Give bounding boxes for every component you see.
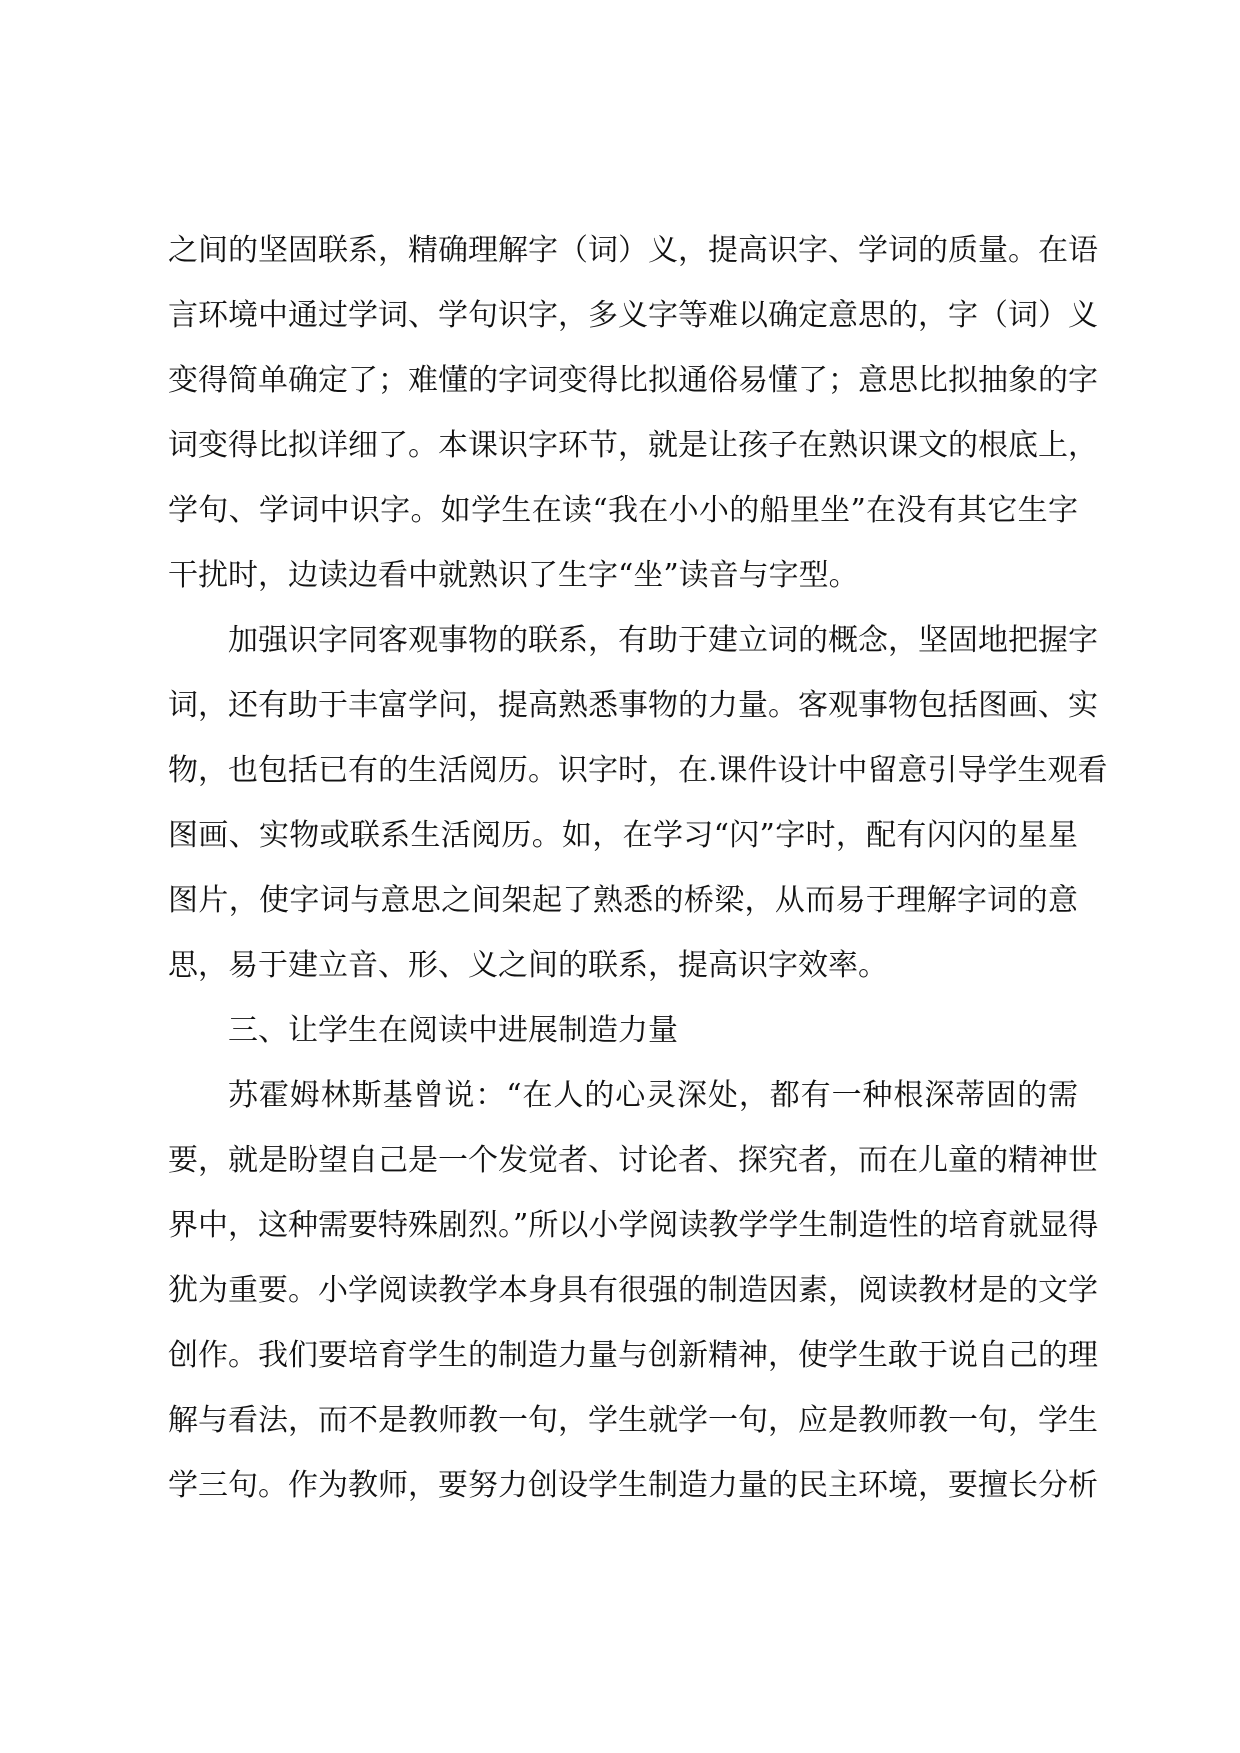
text-line: 加强识字同客观事物的联系，有助于建立词的概念，坚固地把握字: [228, 623, 1098, 658]
text-line: 犹为重要。小学阅读教学本身具有很强的制造因素，阅读教材是的文学: [168, 1273, 1098, 1308]
section-heading-text: 三、让学生在阅读中进展制造力量: [228, 1013, 678, 1048]
text-line: 学三句。作为教师，要努力创设学生制造力量的民主环境，要擅长分析: [168, 1468, 1098, 1503]
paragraph-objective-things: [168, 608, 1108, 998]
text-line: 词变得比拟详细了。本课识字环节，就是让孩子在熟识课文的根底上，: [168, 428, 1098, 463]
text-line: 创作。我们要培育学生的制造力量与创新精神，使学生敢于说自己的理: [168, 1338, 1098, 1373]
paragraph-literacy-context: [168, 218, 1098, 608]
text-line: 图画、实物或联系生活阅历。如，在学习“闪”字时，配有闪闪的星星: [168, 818, 1078, 853]
text-line: 要，就是盼望自己是一个发觉者、讨论者、探究者，而在儿童的精神世: [168, 1143, 1098, 1178]
text-line: 界中，这种需要特殊剧烈。”所以小学阅读教学学生制造性的培育就显得: [168, 1208, 1099, 1243]
text-line: 物，也包括已有的生活阅历。识字时，在.课件设计中留意引导学生观看: [168, 753, 1108, 788]
paragraph-sukhomlinsky-quote: [168, 1063, 1099, 1518]
text-line: 词，还有助于丰富学问，提高熟悉事物的力量。客观事物包括图画、实: [168, 688, 1098, 723]
text-line: 图片，使字词与意思之间架起了熟悉的桥梁，从而易于理解字词的意: [168, 883, 1078, 918]
document-page: [168, 218, 1108, 1518]
text-line: 干扰时，边读边看中就熟识了生字“坐”读音与字型。: [168, 558, 859, 593]
text-line: 言环境中通过学词、学句识字，多义字等难以确定意思的，字（词）义: [168, 298, 1098, 333]
text-line: 学句、学词中识字。如学生在读“我在小小的船里坐”在没有其它生字: [168, 493, 1078, 528]
text-line: 苏霍姆林斯基曾说：“在人的心灵深处，都有一种根深蒂固的需: [228, 1078, 1078, 1113]
text-line: 解与看法，而不是教师教一句，学生就学一句，应是教师教一句，学生: [168, 1403, 1098, 1438]
text-line: 变得简单确定了；难懂的字词变得比拟通俗易懂了；意思比拟抽象的字: [168, 363, 1098, 398]
section-heading-creativity: [168, 998, 1078, 1063]
text-line: 之间的坚固联系，精确理解字（词）义，提高识字、学词的质量。在语: [168, 233, 1098, 268]
text-line: 思，易于建立音、形、义之间的联系，提高识字效率。: [168, 948, 888, 983]
